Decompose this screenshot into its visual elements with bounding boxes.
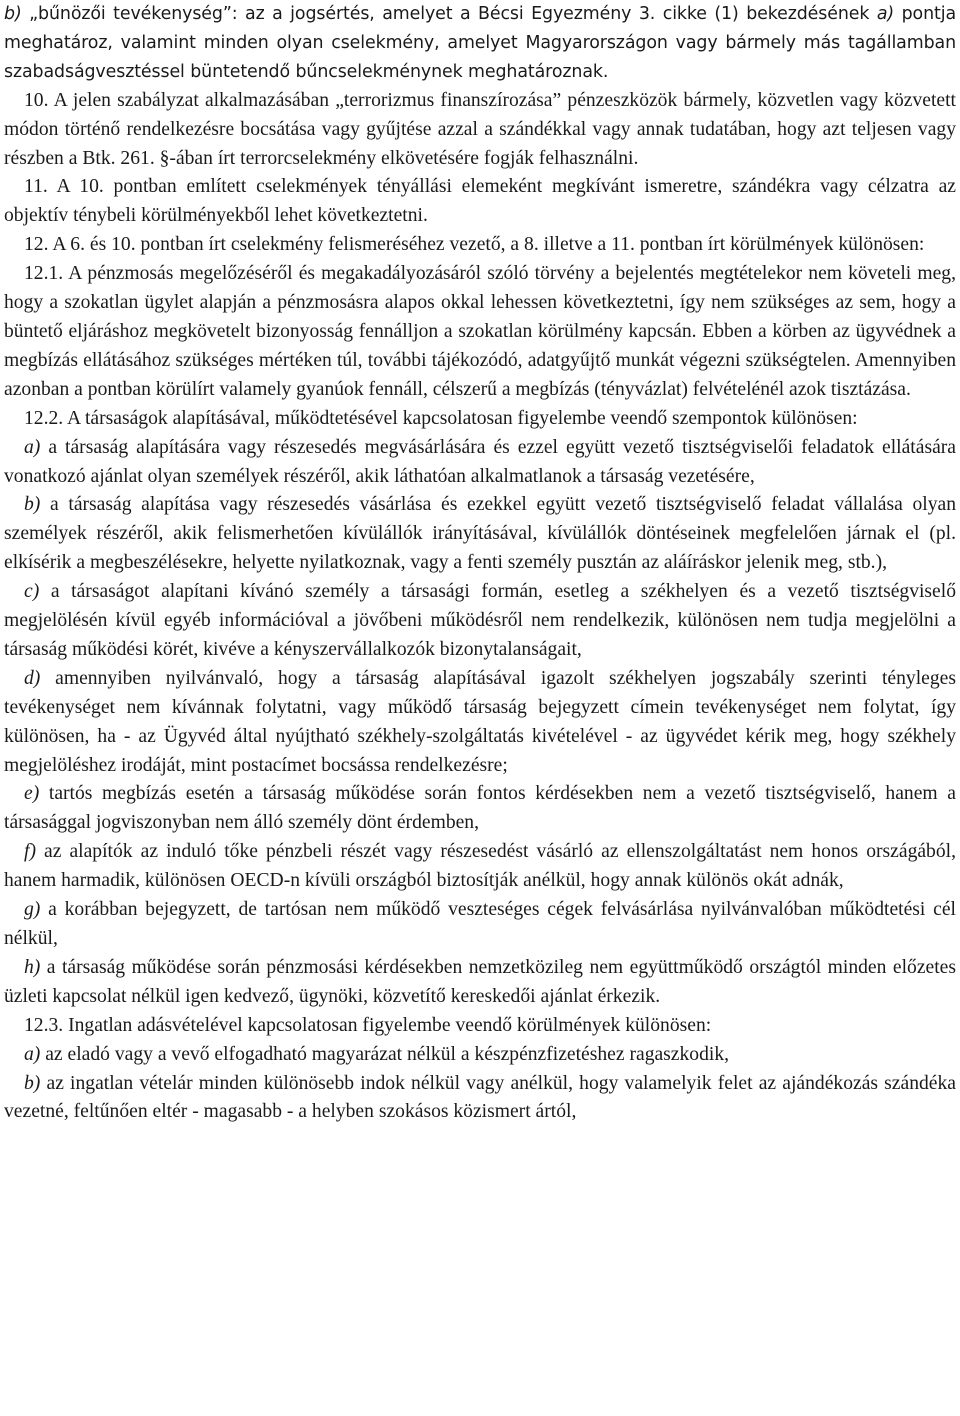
document-page — [4, 0, 956, 1127]
paragraph-text: Ingatlan adásvételével kapcsolatosan figyelembe veendő körülmények különösen: — [63, 1014, 712, 1036]
paragraph-12-2-f — [4, 838, 956, 896]
paragraph-10 — [4, 87, 956, 174]
paragraph-text: tartós megbízás esetén a társaság működése során fontos kérdésekben nem a vezető tisztségviselő, hanem a társasággal jogviszonyban nem álló személy dönt érdemben, — [4, 783, 956, 834]
paragraph-12-2-a — [4, 434, 956, 492]
paragraph-12-2-g — [4, 896, 956, 954]
paragraph-12-3 — [4, 1012, 956, 1041]
paragraph-text: az ingatlan vételár minden különösebb indok nélkül vagy anélkül, hogy valamelyik felet az ajándékozás szándéka vezetné, feltűnően eltér - magasabb - a helyben szokásos közismert ártól, — [4, 1072, 956, 1123]
paragraph-12-2-d — [4, 665, 956, 781]
paragraph-text: „bűnözői tevékenység”: az a jogsértés, amelyet a Bécsi Egyezmény 3. cikke (1) bekezdésének — [21, 4, 877, 24]
paragraph-12-2-h — [4, 954, 956, 1012]
paragraph-12-1 — [4, 260, 956, 405]
list-marker: f) — [24, 841, 36, 863]
paragraph-12-2-c — [4, 578, 956, 665]
paragraph-text: a társaság alapítása vagy részesedés vásárlása és ezekkel együtt vezető tisztségviselő feladat vállalása olyan személyek részéről, akik felismerhetően kívülállók irányításával, kívülállók döntéseinek megfelelően járnak el (pl. elkísérik a megbeszélésekre, helyette nyilatkoznak, vagy a fenti személy pusztán az aláíráskor jelenik meg, stb.), — [4, 494, 956, 574]
list-marker: b) — [4, 4, 22, 24]
paragraph-12 — [4, 231, 956, 260]
paragraph-text: a társaság alapítására vagy részesedés megvásárlására és ezzel együtt vezető tisztségviselői feladatok ellátására vonatkozó ajánlat olyan személyek részéről, akik láthatóan alkalmatlanok a társaság vezetésére, — [4, 436, 956, 487]
list-marker: b) — [24, 1072, 41, 1094]
list-marker: c) — [24, 581, 40, 603]
paragraph-number: 12.1. — [24, 263, 64, 285]
paragraph-text: A jelen szabályzat alkalmazásában „terrorizmus finanszírozása” pénzeszközök bármely, közvetlen vagy közvetett módon történő rendelkezésre bocsátása vagy gyűjtése azzal a szándékkal vagy annak tudatában, hogy azt teljesen vagy részben a Btk. 261. §-ában írt terrorcselekmény elkövetésére fogják felhasználni. — [4, 89, 956, 169]
paragraph-text: A társaságok alapításával, működtetésével kapcsolatosan figyelembe veendő szempontok különösen: — [63, 407, 858, 429]
paragraph-12-2 — [4, 405, 956, 434]
paragraph-12-2-b — [4, 491, 956, 578]
paragraph-text: A 10. pontban említett cselekmények tényállási elemeként megkívánt ismeretre, szándékra vagy célzatra az objektív ténybeli körülményekből lehet következtetni. — [4, 176, 956, 227]
paragraph-12-3-a — [4, 1041, 956, 1070]
list-marker: h) — [24, 956, 41, 978]
list-marker: a) — [24, 1043, 41, 1065]
paragraph-text: az eladó vagy a vevő elfogadható magyarázat nélkül a készpénzfizetéshez ragaszkodik, — [40, 1043, 730, 1065]
paragraph-text: amennyiben nyilvánvaló, hogy a társaság alapításával igazolt székhelyen jogszabály szerinti tényleges tevékenységet nem kívánnak folytatni, vagy működő társaság bejegyzett címein tevékenységet nem folytat, így különösen, ha - az Ügyvéd által nyújtható székhely-szolgáltatás kivételével - az ügyvédet kérik meg, hogy székhely megjelöléshez irodáját, mint postacímet bocsássa rendelkezésre; — [4, 667, 956, 776]
paragraph-number: 11. — [24, 176, 48, 198]
paragraph-12-3-b — [4, 1070, 956, 1128]
list-marker: g) — [24, 899, 41, 921]
paragraph-b-bunozoi-tevekenyseg — [4, 0, 956, 87]
paragraph-text: a társaság működése során pénzmosási kérdésekben nemzetközileg nem együttműködő országtól minden előzetes üzleti kapcsolat nélkül igen kedvező, ügynöki, közvetítő kereskedői ajánlat érkezik. — [4, 956, 956, 1007]
list-marker: a) — [876, 4, 895, 24]
paragraph-text: az alapítók az induló tőke pénzbeli részét vagy részesedést vásárló az ellenszolgáltatást nem honos országából, hanem harmadik, különösen OECD-n kívüli országból biztosítják anélkül, hogy annak különös okát adnák, — [4, 841, 956, 892]
paragraph-number: 12.3. — [24, 1014, 64, 1036]
paragraph-number: 12. — [24, 234, 49, 256]
list-marker: d) — [24, 667, 41, 689]
paragraph-11 — [4, 173, 956, 231]
paragraph-number: 12.2. — [24, 407, 64, 429]
paragraph-text: a társaságot alapítani kívánó személy a társasági formán, esetleg a székhelyen és a vezető tisztségviselő megjelölésén kívül egyéb információval a jövőbeni működésről nem rendelkezik, különösen nem tudja megjelölni a társaság működési körét, kivéve a kényszervállalkozók bizonytalanságait, — [4, 581, 956, 660]
paragraph-text: A pénzmosás megelőzéséről és megakadályozásáról szóló törvény a bejelentés megtételekor nem követeli meg, hogy a szokatlan ügylet alapján a pénzmosásra alapos okkal lehessen következtetni, így nem szükséges az sem, hogy a büntető eljáráshoz megkövetelt bizonyosság fennálljon a szokatlan körülmény kapcsán. Ebben a körben az ügyvédnek a megbízás ellátásához szükséges mértéken túl, további tájékozódó, adatgyűjtő munkát végezni szükségtelen. Amennyiben azonban a pontban körülírt valamely gyanúok fennáll, célszerű a megbízás (tényvázlat) felvételénél azok tisztázása. — [4, 263, 956, 400]
list-marker: a) — [24, 436, 41, 458]
paragraph-number: 10. — [24, 89, 49, 111]
list-marker: b) — [24, 494, 41, 516]
paragraph-text: pontja meghatároz, valamint minden olyan cselekmény, amelyet Magyarországon vagy bármely más tagállamban szabadságvesztéssel büntetendő bűncselekménynek meghatároznak. — [4, 4, 956, 82]
list-marker: e) — [24, 783, 40, 805]
paragraph-text: a korábban bejegyzett, de tartósan nem működő veszteséges cégek felvásárlása nyilvánvalóban működtetési cél nélkül, — [4, 899, 956, 949]
paragraph-12-2-e — [4, 780, 956, 838]
paragraph-text: A 6. és 10. pontban írt cselekmény felismeréséhez vezető, a 8. illetve a 11. pontban írt körülmények különösen: — [48, 234, 925, 256]
